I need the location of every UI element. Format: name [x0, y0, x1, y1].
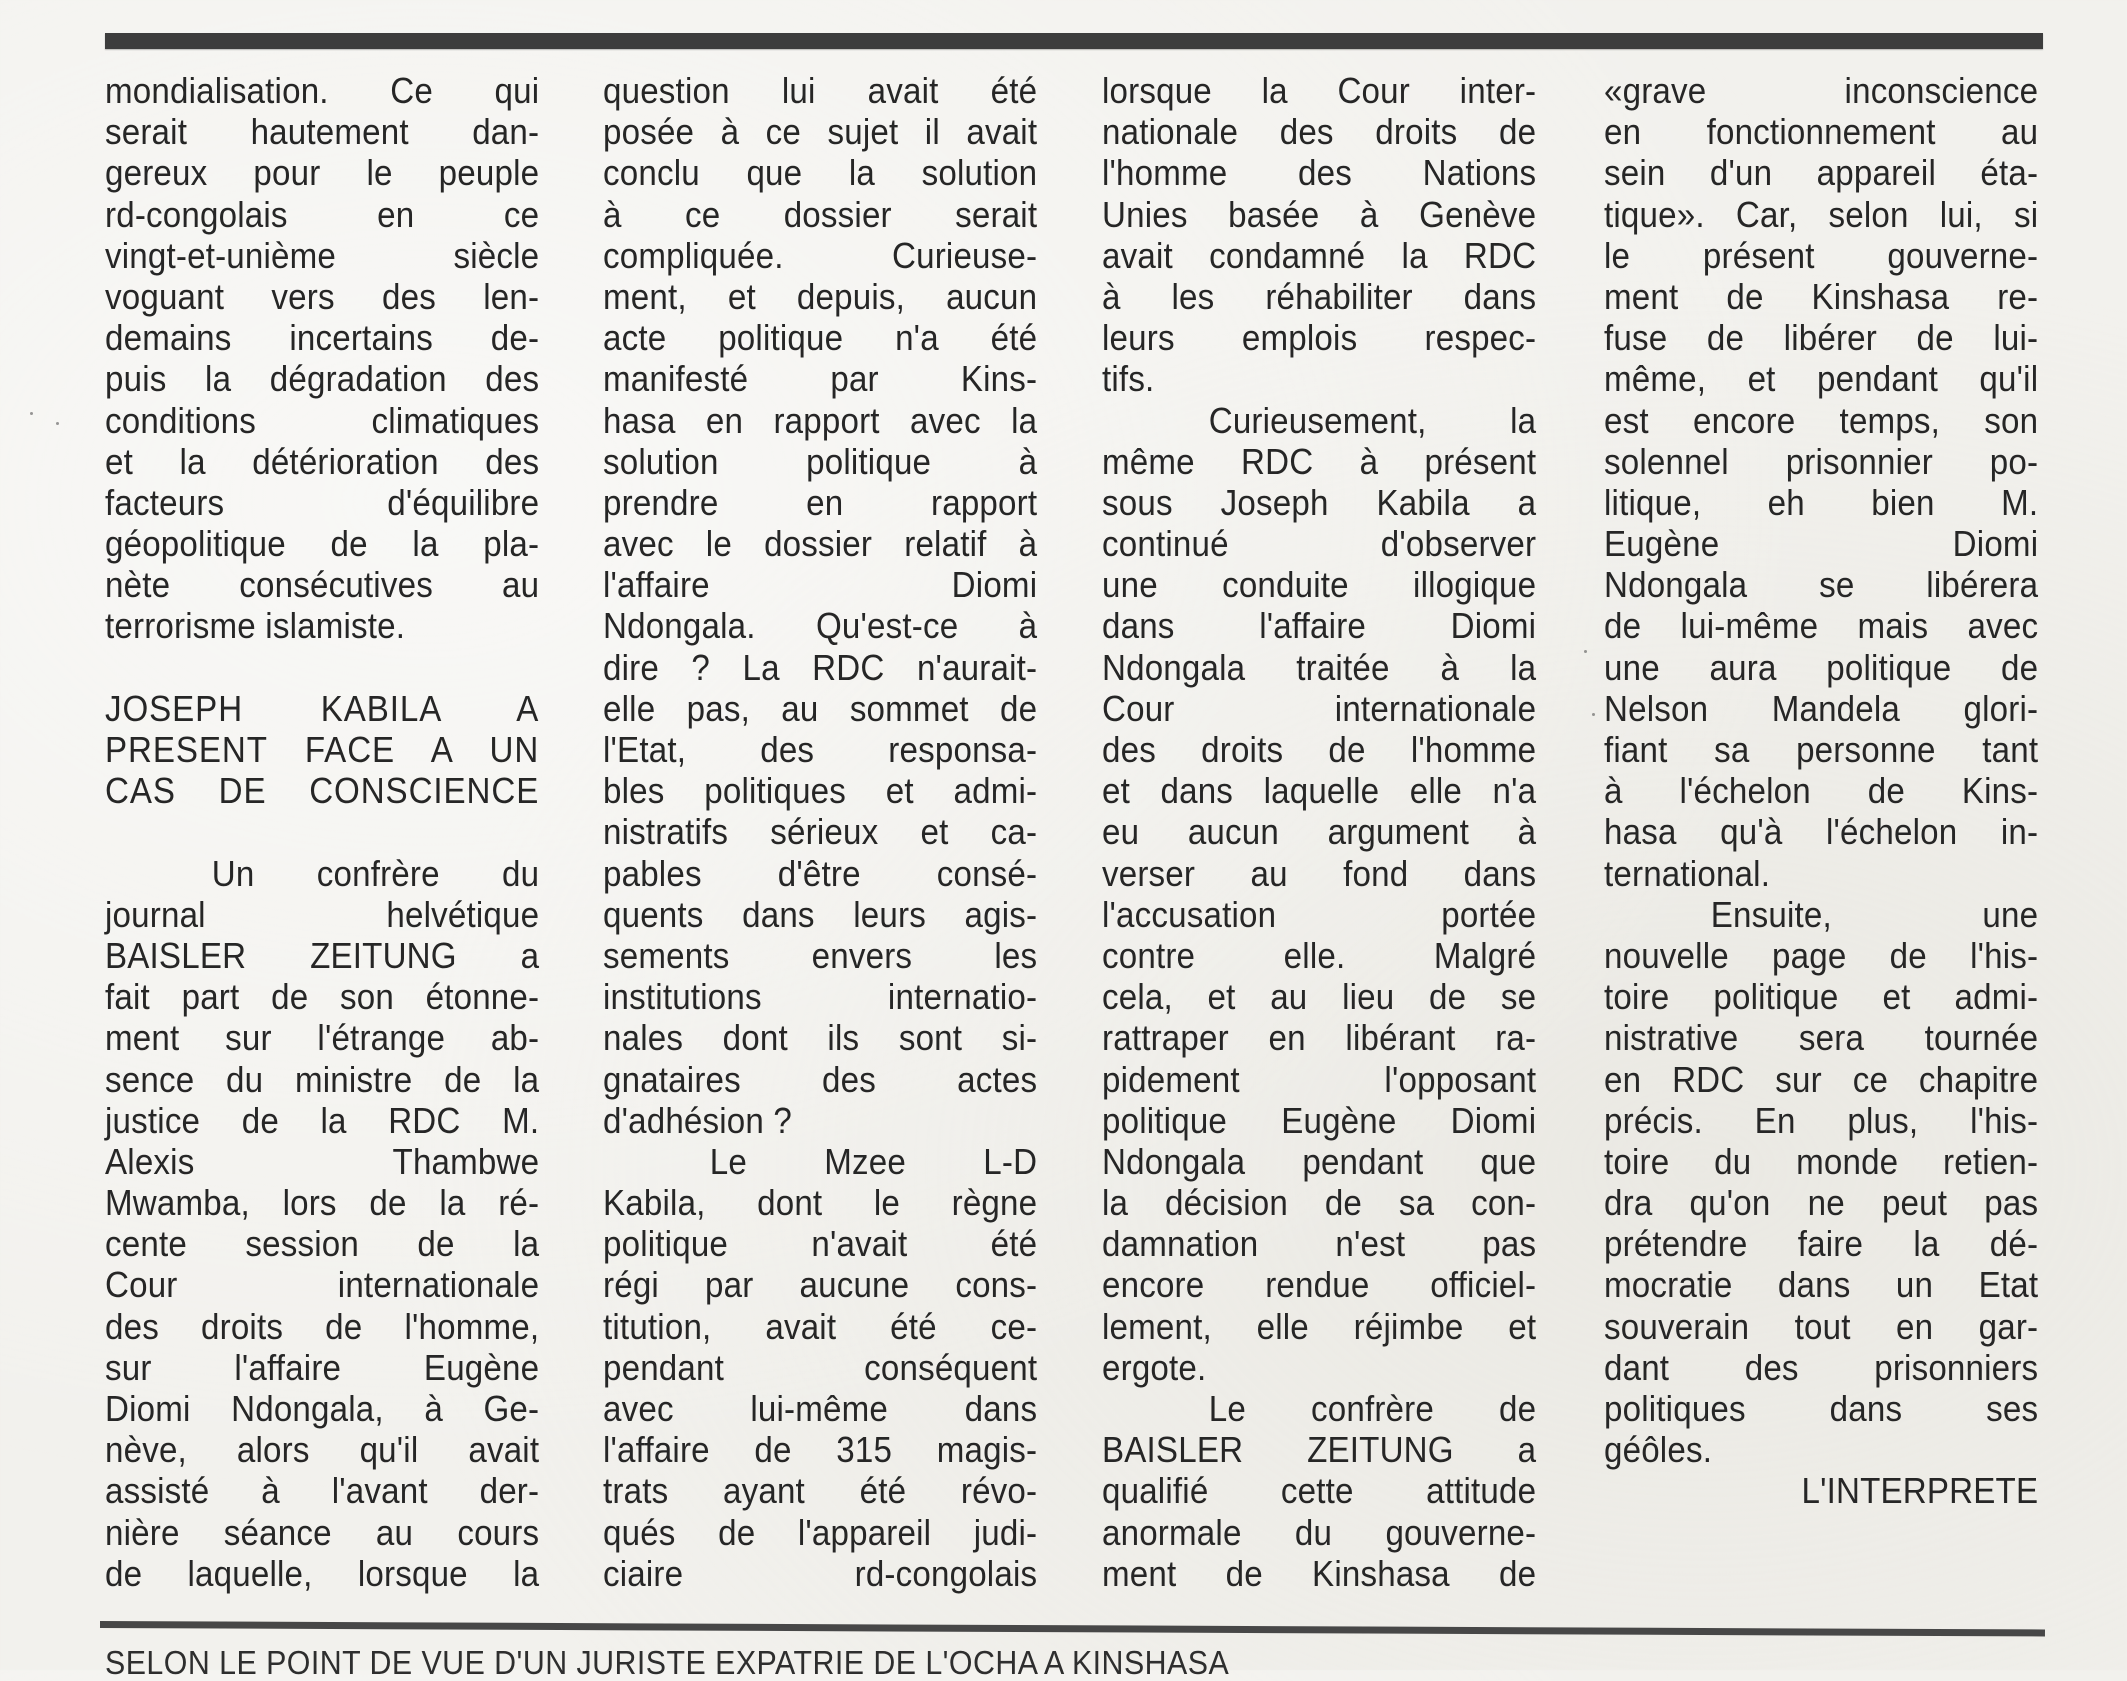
text-line: dire ? La RDC n'aurait-	[603, 646, 1038, 688]
text-line: BAISLER ZEITUNG a	[1102, 1429, 1537, 1471]
text-line: Nelson Mandela glori-	[1604, 687, 2039, 729]
text-line: puis la dégradation des	[105, 358, 540, 400]
text-line: solennel prisonnier po-	[1604, 440, 2039, 482]
text-line: demains incertains de-	[105, 317, 540, 359]
paragraph-start-line: Le Mzee L-D	[709, 1140, 1038, 1182]
text-line: géôles.	[1604, 1429, 1713, 1471]
text-line: ergote.	[1102, 1346, 1207, 1388]
author-signature: L'INTERPRETE	[1801, 1470, 2039, 1512]
article-body	[105, 70, 2045, 1615]
text-line: dant des prisonniers	[1604, 1346, 2039, 1388]
text-line: sements envers les	[603, 934, 1038, 976]
text-line: qualifié cette attitude	[1102, 1470, 1537, 1512]
text-line: toire du monde retien-	[1604, 1140, 2039, 1182]
text-line: hasa qu'à l'échelon in-	[1604, 811, 2039, 853]
text-line: Ndongala. Qu'est-ce à	[603, 605, 1038, 647]
text-line: encore rendue officiel-	[1102, 1264, 1537, 1306]
text-line: ment de Kinshasa de	[1102, 1552, 1537, 1594]
paragraph-start-line: Ensuite, une	[1710, 893, 2039, 935]
text-line: fuse de libérer de lui-	[1604, 317, 2039, 359]
text-line: mocratie dans un Etat	[1604, 1264, 2039, 1306]
text-line: politique n'avait été	[603, 1223, 1038, 1265]
text-line: acte politique n'a été	[603, 317, 1038, 359]
text-line: journal helvétique	[105, 893, 540, 935]
text-line: hasa en rapport avec la	[603, 399, 1038, 441]
text-line: toire politique et admi-	[1604, 976, 2039, 1018]
text-line: ternational.	[1604, 852, 1771, 894]
text-line: ment sur l'étrange ab-	[105, 1017, 540, 1059]
article-column-1	[105, 70, 540, 1594]
text-line: avec le dossier relatif à	[603, 523, 1038, 565]
text-line: souverain tout en gar-	[1604, 1305, 2039, 1347]
text-line: nales dont ils sont si-	[603, 1017, 1038, 1059]
text-line: nationale des droits de	[1102, 111, 1537, 153]
paper-speck	[1592, 713, 1595, 716]
text-line: BAISLER ZEITUNG a	[105, 934, 540, 976]
text-line: «grave inconscience	[1604, 70, 2039, 111]
paper-speck	[1584, 650, 1587, 653]
text-line: nète consécutives au	[105, 564, 540, 606]
text-line: en RDC sur ce chapitre	[1604, 1058, 2039, 1100]
text-line: serait hautement dan-	[105, 111, 540, 153]
text-line: tifs.	[1102, 358, 1155, 400]
text-line: sence du ministre de la	[105, 1058, 540, 1100]
text-line: à les réhabiliter dans	[1102, 275, 1537, 317]
text-line: nistrative sera tournée	[1604, 1017, 2039, 1059]
text-line: Cour internationale	[105, 1264, 540, 1306]
text-line: le présent gouverne-	[1604, 234, 2039, 276]
blank-line	[105, 647, 539, 688]
text-line: nière séance au cours	[105, 1511, 540, 1553]
text-line: l'affaire Diomi	[603, 564, 1038, 606]
text-line: et la détérioration des	[105, 440, 540, 482]
paper-speck	[30, 412, 33, 415]
text-line: de lui-même mais avec	[1604, 605, 2039, 647]
text-line: bles politiques et admi-	[603, 770, 1038, 812]
text-line: sous Joseph Kabila a	[1102, 481, 1537, 523]
text-line: précis. En plus, l'his-	[1604, 1099, 2039, 1141]
text-line: l'homme des Nations	[1102, 152, 1537, 194]
text-line: Diomi Ndongala, à Ge-	[105, 1388, 540, 1429]
text-line: même, et pendant qu'il	[1604, 358, 2039, 400]
article-column-4	[1604, 70, 2039, 1512]
text-line: Ndongala traitée à la	[1102, 646, 1537, 688]
text-line: trats ayant été révo-	[603, 1470, 1038, 1512]
text-line: tique». Car, selon lui, si	[1604, 193, 2039, 235]
text-line: politique Eugène Diomi	[1102, 1099, 1537, 1141]
text-line: dra qu'on ne peut pas	[1604, 1182, 2039, 1224]
text-line: cente session de la	[105, 1223, 540, 1265]
text-line: une conduite illogique	[1102, 564, 1537, 606]
text-line: titution, avait été ce-	[603, 1305, 1038, 1347]
text-line: la décision de sa con-	[1102, 1182, 1537, 1224]
text-line: dans l'affaire Diomi	[1102, 605, 1537, 647]
text-line: politiques dans ses	[1604, 1388, 2039, 1429]
text-line: anormale du gouverne-	[1102, 1511, 1537, 1553]
bottom-divider-rule	[100, 1621, 2045, 1636]
text-line: prendre en rapport	[603, 481, 1038, 523]
article-column-3	[1102, 70, 1537, 1594]
text-line: est encore temps, son	[1604, 399, 2039, 441]
text-line: fait part de son étonne-	[105, 976, 540, 1018]
text-line: Mwamba, lors de la ré-	[105, 1182, 540, 1224]
text-line: conclu que la solution	[603, 152, 1038, 194]
text-line: continué d'observer	[1102, 523, 1537, 565]
text-line: lement, elle réjimbe et	[1102, 1305, 1537, 1347]
paper-speck	[56, 422, 59, 425]
text-line: à ce dossier serait	[603, 193, 1038, 235]
text-line: Cour internationale	[1102, 687, 1537, 729]
text-line: qués de l'appareil judi-	[603, 1511, 1038, 1553]
text-line: nouvelle page de l'his-	[1604, 934, 2039, 976]
article-column-2	[603, 70, 1038, 1594]
text-line: question lui avait été	[603, 70, 1038, 111]
text-line: à l'échelon de Kins-	[1604, 770, 2039, 812]
text-line: posée à ce sujet il avait	[603, 111, 1038, 153]
text-line: Alexis Thambwe	[105, 1140, 540, 1182]
text-line: prétendre faire la dé-	[1604, 1223, 2039, 1265]
text-line: conditions climatiques	[105, 399, 540, 441]
paragraph-start-line: Un confrère du	[211, 852, 540, 894]
text-line: Ndongala se libérera	[1604, 564, 2039, 606]
text-line: pables d'être consé-	[603, 852, 1038, 894]
text-line: vingt-et-unième siècle	[105, 234, 540, 276]
text-line: gereux pour le peuple	[105, 152, 540, 194]
text-line: compliquée. Curieuse-	[603, 234, 1038, 276]
top-divider-rule	[105, 33, 2043, 49]
paragraph-start-line: Curieusement, la	[1208, 399, 1537, 441]
text-line: rd-congolais en ce	[105, 193, 540, 235]
text-line: l'affaire de 315 magis-	[603, 1429, 1038, 1471]
text-line: géopolitique de la pla-	[105, 523, 540, 565]
text-line: mondialisation. Ce qui	[105, 70, 540, 111]
section-heading-line: JOSEPH KABILA A	[105, 687, 540, 729]
section-heading-line: CAS DE CONSCIENCE	[105, 770, 540, 812]
text-line: des droits de l'homme	[1102, 729, 1537, 770]
section-heading-line: PRESENT FACE A UN	[105, 729, 540, 770]
text-line: leurs emplois respec-	[1102, 317, 1537, 359]
next-article-headline: SELON LE POINT DE VUE D'UN JURISTE EXPATRIE DE L'OCHA A KINSHASA	[105, 1644, 1230, 1681]
text-line: manifesté par Kins-	[603, 358, 1038, 400]
text-line: des droits de l'homme,	[105, 1305, 540, 1347]
text-line: justice de la RDC M.	[105, 1099, 540, 1141]
text-line: assisté à l'avant der-	[105, 1470, 540, 1512]
blank-line	[105, 811, 539, 852]
text-line: eu aucun argument à	[1102, 811, 1537, 853]
text-line: litique, eh bien M.	[1604, 481, 2039, 523]
text-line: Eugène Diomi	[1604, 523, 2039, 565]
text-line: l'accusation portée	[1102, 893, 1537, 935]
text-line: nistratifs sérieux et ca-	[603, 811, 1038, 853]
text-line: fiant sa personne tant	[1604, 729, 2039, 770]
text-line: ment de Kinshasa re-	[1604, 275, 2039, 317]
text-line: nève, alors qu'il avait	[105, 1429, 540, 1471]
text-line: avec lui-même dans	[603, 1388, 1038, 1429]
text-line: pendant conséquent	[603, 1346, 1038, 1388]
paragraph-start-line: Le confrère de	[1208, 1388, 1537, 1429]
text-line: rattraper en libérant ra-	[1102, 1017, 1537, 1059]
text-line: d'adhésion ?	[603, 1099, 793, 1141]
text-line: institutions internatio-	[603, 976, 1038, 1018]
text-line: régi par aucune cons-	[603, 1264, 1038, 1306]
text-line: sur l'affaire Eugène	[105, 1346, 540, 1388]
text-line: contre elle. Malgré	[1102, 934, 1537, 976]
text-line: une aura politique de	[1604, 646, 2039, 688]
text-line: facteurs d'équilibre	[105, 481, 540, 523]
text-line: et dans laquelle elle n'a	[1102, 770, 1537, 812]
text-line: l'Etat, des responsa-	[603, 729, 1038, 770]
text-line: ciaire rd-congolais	[603, 1552, 1038, 1594]
text-line: pidement l'opposant	[1102, 1058, 1537, 1100]
text-line: lorsque la Cour inter-	[1102, 70, 1537, 111]
text-line: Ndongala pendant que	[1102, 1140, 1537, 1182]
text-line: Unies basée à Genève	[1102, 193, 1537, 235]
text-line: damnation n'est pas	[1102, 1223, 1537, 1265]
text-line: solution politique à	[603, 440, 1038, 482]
text-line: avait condamné la RDC	[1102, 234, 1537, 276]
text-line: terrorisme islamiste.	[105, 605, 406, 647]
text-line: même RDC à présent	[1102, 440, 1537, 482]
text-line: quents dans leurs agis-	[603, 893, 1038, 935]
text-line: en fonctionnement au	[1604, 111, 2039, 153]
text-line: voguant vers des len-	[105, 275, 540, 317]
text-line: gnataires des actes	[603, 1058, 1038, 1100]
text-line: ment, et depuis, aucun	[603, 275, 1038, 317]
text-line: de laquelle, lorsque la	[105, 1552, 540, 1594]
text-line: elle pas, au sommet de	[603, 687, 1038, 729]
text-line: cela, et au lieu de se	[1102, 976, 1537, 1018]
text-line: verser au fond dans	[1102, 852, 1537, 894]
text-line: Kabila, dont le règne	[603, 1182, 1038, 1224]
text-line: sein d'un appareil éta-	[1604, 152, 2039, 194]
